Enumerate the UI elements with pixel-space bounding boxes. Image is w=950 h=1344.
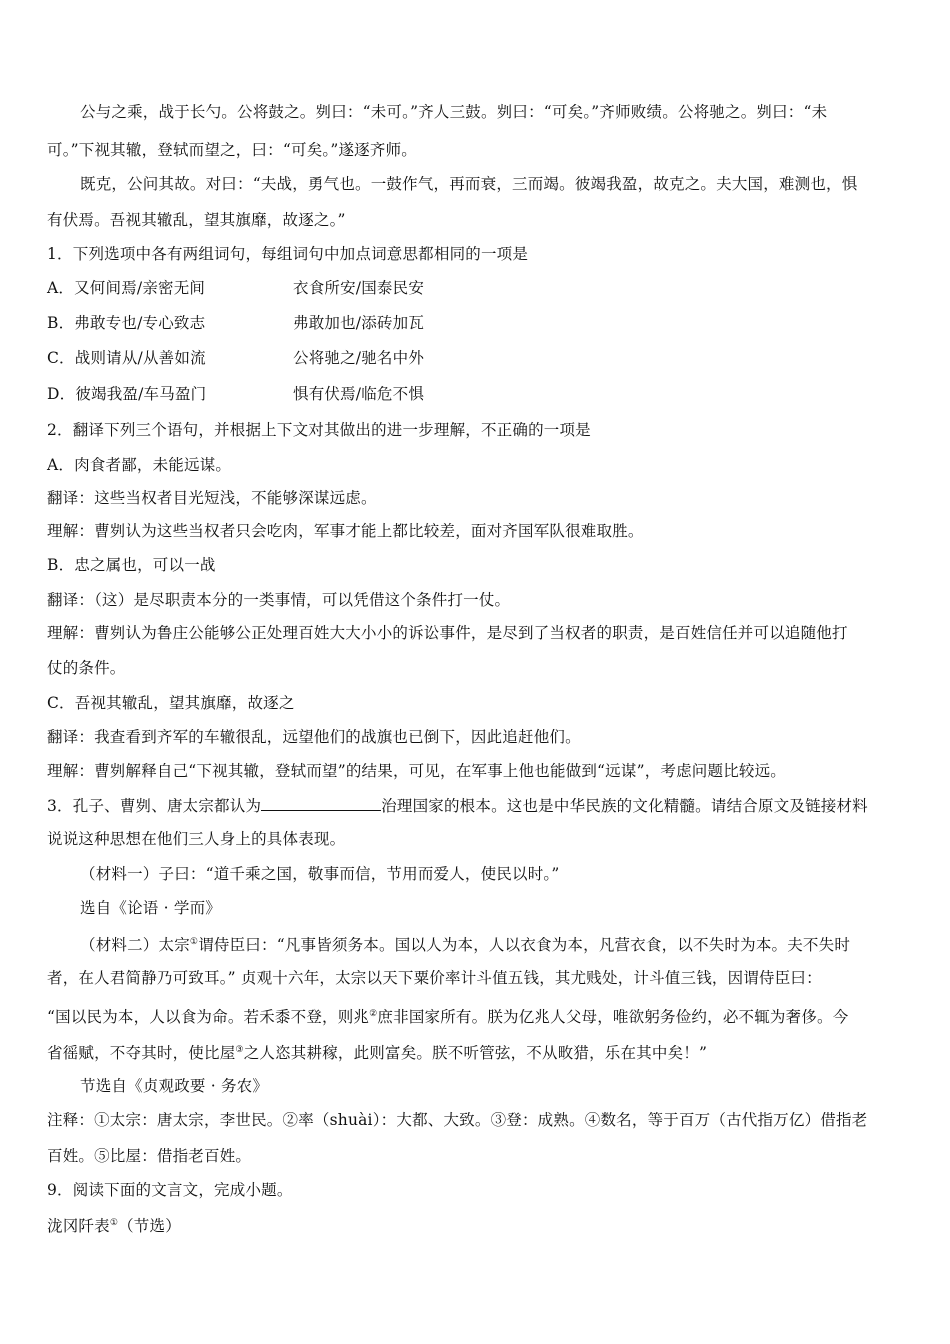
q3-stem-post: 治理国家的根本。这也是中华民族的文化精髓。请结合原文及链接材料 (381, 797, 868, 815)
q1-stem: 1．下列选项中各有两组词句，每组词句中加点词意思都相同的一项是 (47, 245, 529, 263)
footnote-marker-title: ① (109, 1218, 119, 1228)
passage-p2-line2: 有伏焉。吾视其辙乱，望其旗靡，故逐之。” (47, 211, 346, 229)
material-2-line4-a: 省徭赋，不夺其时，使比屋 (47, 1044, 236, 1062)
q1-option-b-right: 弗敢加也/添砖加瓦 (293, 314, 425, 332)
material-2-line2: 者，在人君简静乃可致耳。” 贞观十六年，太宗以天下粟价率计斗值五钱，其尤贱处，计斗值三钱，因谓侍臣曰： (47, 969, 822, 987)
q3-answer-blank[interactable] (261, 795, 381, 811)
footnote-marker-1: ① (189, 937, 199, 947)
q2-b-sentence: B．忠之属也，可以一战 (47, 556, 216, 574)
passage-p2-line1: 既克，公问其故。对曰：“夫战，勇气也。一鼓作气，再而衰，三而竭。彼竭我盈，故克之。夫大国，难测也，惧 (80, 175, 858, 193)
q1-option-a-left: A．又何间焉/亲密无间 (47, 279, 206, 297)
q1-option-d-left: D．彼竭我盈/车马盈门 (47, 385, 207, 403)
q2-a-sentence: A．肉食者鄙，未能远谋。 (47, 456, 232, 474)
footnote-marker-3: ③ (235, 1045, 244, 1055)
passage-p1-line1: 公与之乘，战于长勺。公将鼓之。刿曰：“未可。”齐人三鼓。刿曰：“可矣。”齐师败绩。公将驰之。刿曰：“未 (80, 103, 828, 121)
passage-p1-line2: 可。”下视其辙，登轼而望之，曰：“可矣。”遂逐齐师。 (47, 141, 417, 159)
q9-title-suffix: （节选） (118, 1217, 181, 1235)
q3-stem-pre: 3．孔子、曹刿、唐太宗都认为 (47, 797, 262, 815)
material-2-source: 节选自《贞观政要 · 务农》 (80, 1077, 269, 1095)
q1-option-c (47, 348, 907, 368)
material-2-line3-b: 庶非国家所有。朕为亿兆人父母，唯欲躬务俭约，必不辄为奢侈。今 (377, 1008, 849, 1026)
q3-stem-line1 (47, 795, 907, 816)
q3-stem-line2: 说说这种思想在他们三人身上的具体表现。 (47, 830, 346, 848)
q9-title (47, 1213, 907, 1236)
material-2-line3 (47, 1004, 907, 1027)
q2-b-understand-line2: 仗的条件。 (47, 659, 126, 677)
q2-c-sentence: C．吾视其辙乱，望其旗靡，故逐之 (47, 694, 295, 712)
material-2-line1 (80, 932, 907, 955)
notes-line2: 百姓。⑤比屋：借指老百姓。 (47, 1147, 252, 1165)
q2-a-understand: 理解：曹刿认为这些当权者只会吃肉，军事才能上都比较差，面对齐国军队很难取胜。 (47, 522, 644, 540)
material-2-line1-a: （材料二）太宗 (80, 936, 190, 954)
material-1-source: 选自《论语 · 学而》 (80, 899, 221, 917)
q1-option-c-right: 公将驰之/驰名中外 (293, 349, 425, 367)
q1-option-b (47, 313, 907, 333)
q1-option-a (47, 278, 907, 298)
material-2-line1-b: 谓侍臣曰：“凡事皆须务本。国以人为本，人以衣食为本，凡营衣食，以不失时为本。夫不失时 (198, 936, 851, 954)
q2-stem: 2．翻译下列三个语句，并根据上下文对其做出的进一步理解，不正确的一项是 (47, 421, 591, 439)
q2-c-understand: 理解：曹刿解释自己“下视其辙，登轼而望”的结果，可见，在军事上他也能做到“远谋”，考虑问题比较远。 (47, 762, 786, 780)
q9-title-main: 泷冈阡表 (47, 1217, 110, 1235)
q1-option-d (47, 384, 907, 404)
q2-c-translate: 翻译：我查看到齐军的车辙很乱，远望他们的战旗也已倒下，因此追赶他们。 (47, 728, 581, 746)
q1-option-d-right: 惧有伏焉/临危不惧 (293, 385, 425, 403)
material-2-line4 (47, 1040, 907, 1063)
q9-stem: 9．阅读下面的文言文，完成小题。 (47, 1181, 293, 1199)
q2-a-translate: 翻译：这些当权者目光短浅，不能够深谋远虑。 (47, 489, 377, 507)
notes-line1: 注释：①太宗：唐太宗，李世民。②率（shuài）：大都、大致。③登：成熟。④数名，等于百万（古代指万亿）借指老 (47, 1111, 868, 1129)
q1-option-c-left: C．战则请从/从善如流 (47, 349, 206, 367)
q2-b-understand-line1: 理解：曹刿认为鲁庄公能够公正处理百姓大大小小的诉讼事件，是尽到了当权者的职责，是百姓信任并可以追随他打 (47, 624, 848, 642)
material-2-line3-a: “国以民为本，人以食为命。若禾黍不登，则兆 (47, 1008, 370, 1026)
footnote-marker-2: ② (369, 1009, 378, 1019)
q1-option-a-right: 衣食所安/国泰民安 (293, 279, 425, 297)
q2-b-translate: 翻译：（这）是尽职责本分的一类事情，可以凭借这个条件打一仗。 (47, 591, 511, 609)
q1-option-b-left: B．弗敢专也/专心致志 (47, 314, 206, 332)
material-2-line4-b: 之人恣其耕稼，此则富矣。朕不听管弦，不从畋猎，乐在其中矣！” (243, 1044, 708, 1062)
material-1: （材料一）子曰：“道千乘之国，敬事而信，节用而爱人，使民以时。” (80, 865, 560, 883)
